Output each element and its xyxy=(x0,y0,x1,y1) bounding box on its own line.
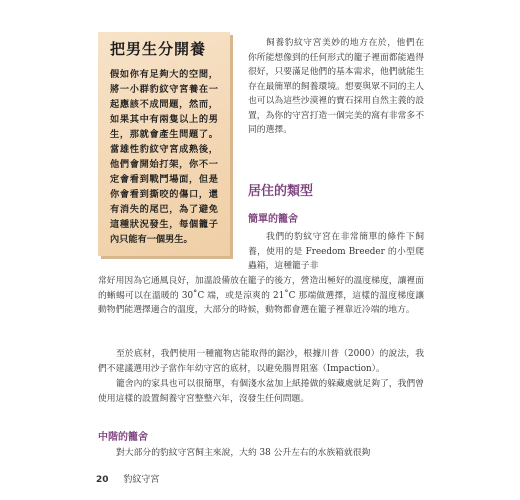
medium-paragraph: 對大部分的豹紋守宮飼主來說，大約 38 公升左右的水族箱就很夠 xyxy=(116,448,371,458)
page-footer xyxy=(96,472,159,485)
medium-enclosure-heading: 中階的籠舍 xyxy=(98,432,148,443)
footer-book-title: 豹紋守宮 xyxy=(123,475,160,485)
page-number: 20 xyxy=(96,475,109,485)
simple-paragraph-top: 我們的豹紋守宮在非常簡單的條件下飼養，使用的是 Freedom Breeder 的小型爬蟲箱，這種籠子非 xyxy=(248,232,424,271)
sidebar-box xyxy=(98,32,230,256)
simple-enclosure-heading: 簡單的籠舍 xyxy=(248,214,298,225)
sidebar-body: 假如你有足夠大的空間，將一小群豹紋守宮養在一起應該不成問題，然而，如果其中有兩隻以上的男生，那就會產生問題了。當雄性豹紋守宮成熟後，他們會開始打架，你不一定會看到戰鬥場面，但是你會看到撕咬的傷口，還有消失的尾巴，為了避免這種狀況發生，每個籠子內只能有一個男生。 xyxy=(110,69,218,245)
furniture-paragraph: 籠舍內的家具也可以很簡單，有個淺水盆加上紙捲做的躲藏處就足夠了，我們曾使用這樣的設置飼養守宮整整六年，沒發生任何問題。 xyxy=(98,379,424,404)
substrate-paragraph: 至於底材，我們使用一種寵物店能取得的鋸沙，根據川普（2000）的說法，我們不建議選用沙子當作年幼守宮的底材，以避免腸胃阻塞（Impaction）。 xyxy=(98,349,424,374)
section-heading: 居住的類型 xyxy=(248,184,314,199)
sidebar-title: 把男生分開養 xyxy=(110,40,207,58)
intro-column xyxy=(248,36,424,138)
intro-paragraph: 飼養豹紋守宮美妙的地方在於，他們在你所能想像到的任何形式的籠子裡面都能過得很好，只要滿足他們的基本需求，他們就能生存在最簡單的飼養環境。想要與眾不同的主人也可以為這些沙漠裡的寶石採用自然主義的設置，為你的守宮打造一個完美的窩有非常多不同的選擇。 xyxy=(248,38,424,135)
simple-paragraph-rest: 常好用因為它通風良好，加溫設備放在籠子的後方，營造出極好的溫度梯度，讓裡面的蜥蜴可以在溫暖的 30˚C 端，或是涼爽的 21˚C 那端做選擇，這樣的溫度梯度讓動物們能選擇適合的溫度，大部分的時候，動物都會選在籠子裡靠近冷端的地方。 xyxy=(98,276,424,315)
